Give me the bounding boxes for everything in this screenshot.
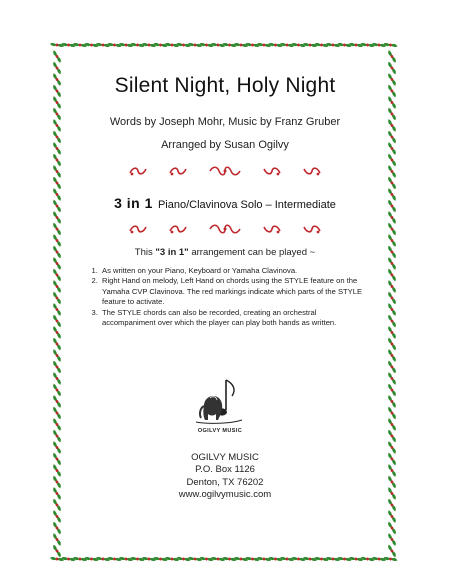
holly-sprig-icon	[52, 245, 61, 260]
holly-sprig-icon	[96, 554, 111, 563]
holly-sprig-icon	[176, 40, 191, 49]
holly-sprig-icon	[387, 256, 396, 271]
holly-sprig-icon	[153, 40, 168, 49]
holly-sprig-icon	[387, 187, 396, 202]
holly-sprig-icon	[291, 40, 306, 49]
holly-sprig-icon	[52, 532, 61, 547]
holly-sprig-icon	[52, 141, 61, 156]
intro-suffix: arrangement can be played ~	[188, 247, 316, 258]
holly-sprig-icon	[52, 61, 61, 76]
holly-sprig-icon	[387, 452, 396, 467]
holly-sprig-icon	[52, 429, 61, 444]
holly-sprig-icon	[387, 176, 396, 191]
holly-sprig-icon	[52, 440, 61, 455]
holly-sprig-icon	[52, 314, 61, 329]
holly-sprig-icon	[326, 40, 341, 49]
flourish-row-bottom	[82, 221, 368, 237]
holly-sprig-icon	[387, 118, 396, 133]
holly-sprig-icon	[52, 222, 61, 237]
publisher-name: OGILVY MUSIC	[191, 452, 259, 463]
holly-sprig-icon	[383, 40, 398, 49]
holly-sprig-icon	[52, 107, 61, 122]
holly-sprig-icon	[50, 40, 65, 49]
holly-sprig-icon	[52, 475, 61, 490]
holly-sprig-icon	[73, 554, 88, 563]
holly-sprig-icon	[52, 130, 61, 145]
holly-sprig-icon	[387, 245, 396, 260]
holly-sprig-icon	[52, 325, 61, 340]
holly-sprig-icon	[199, 40, 214, 49]
holly-sprig-icon	[130, 40, 145, 49]
holly-sprig-icon	[387, 498, 396, 513]
holly-sprig-icon	[387, 486, 396, 501]
holly-sprig-icon	[387, 314, 396, 329]
holly-sprig-icon	[222, 554, 237, 563]
holly-sprig-icon	[107, 554, 122, 563]
holly-sprig-icon	[52, 360, 61, 375]
holly-sprig-icon	[52, 199, 61, 214]
cover-content	[82, 70, 368, 329]
holly-sprig-icon	[107, 40, 122, 49]
holly-sprig-icon	[211, 40, 226, 49]
holly-sprig-icon	[387, 95, 396, 110]
holly-sprig-icon	[52, 176, 61, 191]
holly-sprig-icon	[337, 40, 352, 49]
holly-sprig-icon	[387, 532, 396, 547]
holly-sprig-icon	[52, 118, 61, 133]
holly-sprig-icon	[349, 554, 364, 563]
holly-sprig-icon	[303, 554, 318, 563]
holly-sprig-icon	[52, 187, 61, 202]
holly-sprig-icon	[96, 40, 111, 49]
holly-sprig-icon	[387, 107, 396, 122]
scroll-flourish-icon	[263, 223, 281, 235]
scroll-flourish-icon	[263, 165, 281, 177]
publisher-city: Denton, TX 76202	[186, 476, 264, 488]
holly-sprig-icon	[360, 40, 375, 49]
holly-sprig-icon	[387, 49, 396, 64]
holly-sprig-icon	[52, 95, 61, 110]
intro-highlight: "3 in 1"	[155, 247, 189, 258]
page-title: Silent Night, Holy Night	[114, 74, 336, 97]
holly-sprig-icon	[199, 554, 214, 563]
holly-sprig-icon	[314, 40, 329, 49]
edition-description: Piano/Clavinova Solo – Intermediate	[157, 199, 336, 211]
holly-sprig-icon	[119, 554, 134, 563]
holly-sprig-icon	[52, 383, 61, 398]
holly-sprig-icon	[61, 554, 76, 563]
holly-sprig-icon	[52, 84, 61, 99]
flourish-row-top	[82, 163, 368, 179]
holly-sprig-icon	[165, 40, 180, 49]
holly-sprig-icon	[84, 40, 99, 49]
holly-sprig-icon	[337, 554, 352, 563]
treble-clef-elephant-icon	[190, 376, 250, 430]
publisher-address	[125, 452, 325, 501]
holly-sprig-icon	[291, 554, 306, 563]
intro-prefix: This	[134, 247, 156, 258]
holly-sprig-icon	[387, 222, 396, 237]
scroll-flourish-wide-icon	[209, 165, 241, 177]
holly-sprig-icon	[387, 302, 396, 317]
holly-sprig-icon	[280, 554, 295, 563]
holly-sprig-icon	[52, 49, 61, 64]
scroll-flourish-icon	[169, 223, 187, 235]
holly-sprig-icon	[52, 256, 61, 271]
arranger-credit: Arranged by Susan Ogilvy	[161, 139, 289, 151]
holly-sprig-icon	[372, 40, 387, 49]
holly-sprig-icon	[314, 554, 329, 563]
holly-sprig-icon	[387, 84, 396, 99]
holly-sprig-icon	[387, 72, 396, 87]
holly-sprig-icon	[387, 463, 396, 478]
holly-sprig-icon	[372, 554, 387, 563]
holly-sprig-icon	[387, 348, 396, 363]
holly-sprig-icon	[188, 554, 203, 563]
holly-sprig-icon	[211, 554, 226, 563]
composer-credits: Words by Joseph Mohr, Music by Franz Gruber	[109, 116, 341, 128]
holly-sprig-icon	[234, 554, 249, 563]
holly-sprig-icon	[387, 268, 396, 283]
list-item: 3. The STYLE chords can also be recorded, creating an orchestral accompaniment over which the player can play both hands as written.	[100, 308, 370, 329]
publisher-website: www.ogilvymusic.com	[178, 489, 272, 501]
holly-sprig-icon	[73, 40, 88, 49]
holly-sprig-icon	[387, 475, 396, 490]
holly-sprig-icon	[257, 554, 272, 563]
holly-sprig-icon	[387, 325, 396, 340]
holly-sprig-icon	[234, 40, 249, 49]
holly-sprig-icon	[176, 554, 191, 563]
holly-sprig-icon	[165, 554, 180, 563]
holly-sprig-icon	[387, 360, 396, 375]
holly-sprig-icon	[387, 337, 396, 352]
holly-sprig-icon	[303, 40, 318, 49]
holly-sprig-icon	[142, 40, 157, 49]
holly-sprig-icon	[360, 554, 375, 563]
holly-sprig-icon	[52, 394, 61, 409]
holly-sprig-icon	[84, 554, 99, 563]
holly-sprig-icon	[387, 153, 396, 168]
holly-sprig-icon	[188, 40, 203, 49]
holly-sprig-icon	[387, 521, 396, 536]
edition-line	[82, 195, 368, 211]
publisher-po-box: P.O. Box 1126	[195, 464, 255, 476]
holly-sprig-icon	[387, 417, 396, 432]
scroll-flourish-icon	[303, 165, 321, 177]
holly-sprig-icon	[387, 141, 396, 156]
holly-sprig-icon	[52, 544, 61, 559]
playing-options-list	[82, 266, 370, 329]
holly-sprig-icon	[52, 164, 61, 179]
holly-sprig-icon	[130, 554, 145, 563]
holly-sprig-icon	[326, 554, 341, 563]
holly-sprig-icon	[387, 279, 396, 294]
holly-sprig-icon	[52, 498, 61, 513]
holly-sprig-icon	[52, 348, 61, 363]
holly-sprig-icon	[61, 40, 76, 49]
holly-sprig-icon	[50, 554, 65, 563]
holly-sprig-icon	[387, 199, 396, 214]
holly-sprig-icon	[387, 371, 396, 386]
holly-sprig-icon	[52, 233, 61, 248]
holly-sprig-icon	[387, 233, 396, 248]
holly-sprig-icon	[52, 486, 61, 501]
holly-sprig-icon	[387, 383, 396, 398]
holly-sprig-icon	[52, 302, 61, 317]
scroll-flourish-icon	[169, 165, 187, 177]
holly-sprig-icon	[387, 291, 396, 306]
holly-sprig-icon	[268, 40, 283, 49]
holly-sprig-icon	[387, 130, 396, 145]
scroll-flourish-icon	[129, 165, 147, 177]
holly-sprig-icon	[52, 72, 61, 87]
holly-sprig-icon	[245, 554, 260, 563]
holly-sprig-icon	[119, 40, 134, 49]
holly-sprig-icon	[52, 210, 61, 225]
holly-sprig-icon	[52, 509, 61, 524]
holly-sprig-icon	[387, 544, 396, 559]
holly-sprig-icon	[222, 40, 237, 49]
holly-sprig-icon	[52, 337, 61, 352]
logo-wordmark: OGILVY MUSIC	[197, 428, 243, 434]
holly-sprig-icon	[52, 417, 61, 432]
publisher-logo	[190, 376, 250, 440]
scroll-flourish-icon	[303, 223, 321, 235]
holly-sprig-icon	[52, 291, 61, 306]
holly-sprig-icon	[387, 164, 396, 179]
holly-sprig-icon	[387, 429, 396, 444]
list-item: 1. As written on your Piano, Keyboard or Yamaha Clavinova.	[100, 266, 370, 276]
holly-sprig-icon	[52, 521, 61, 536]
holly-sprig-icon	[52, 268, 61, 283]
arrangement-intro	[82, 247, 368, 258]
holly-sprig-icon	[387, 406, 396, 421]
holly-sprig-icon	[257, 40, 272, 49]
holly-sprig-icon	[280, 40, 295, 49]
holly-sprig-icon	[245, 40, 260, 49]
holly-sprig-icon	[52, 463, 61, 478]
holly-sprig-icon	[387, 394, 396, 409]
holly-sprig-icon	[387, 210, 396, 225]
holly-sprig-icon	[142, 554, 157, 563]
edition-count: 3 in 1	[114, 195, 153, 211]
holly-sprig-icon	[52, 279, 61, 294]
holly-sprig-icon	[387, 61, 396, 76]
scroll-flourish-icon	[129, 223, 147, 235]
holly-sprig-icon	[387, 509, 396, 524]
holly-sprig-icon	[52, 452, 61, 467]
holly-sprig-icon	[52, 371, 61, 386]
holly-sprig-icon	[52, 153, 61, 168]
holly-sprig-icon	[52, 406, 61, 421]
holly-sprig-icon	[349, 40, 364, 49]
list-item: 2. Right Hand on melody, Left Hand on chords using the STYLE feature on the Yamaha CVP Clavinova. The red markings indicate which parts of the STYLE feature to activate.	[100, 276, 370, 307]
holly-sprig-icon	[387, 440, 396, 455]
holly-sprig-icon	[153, 554, 168, 563]
holly-sprig-icon	[268, 554, 283, 563]
scroll-flourish-wide-icon	[209, 223, 241, 235]
